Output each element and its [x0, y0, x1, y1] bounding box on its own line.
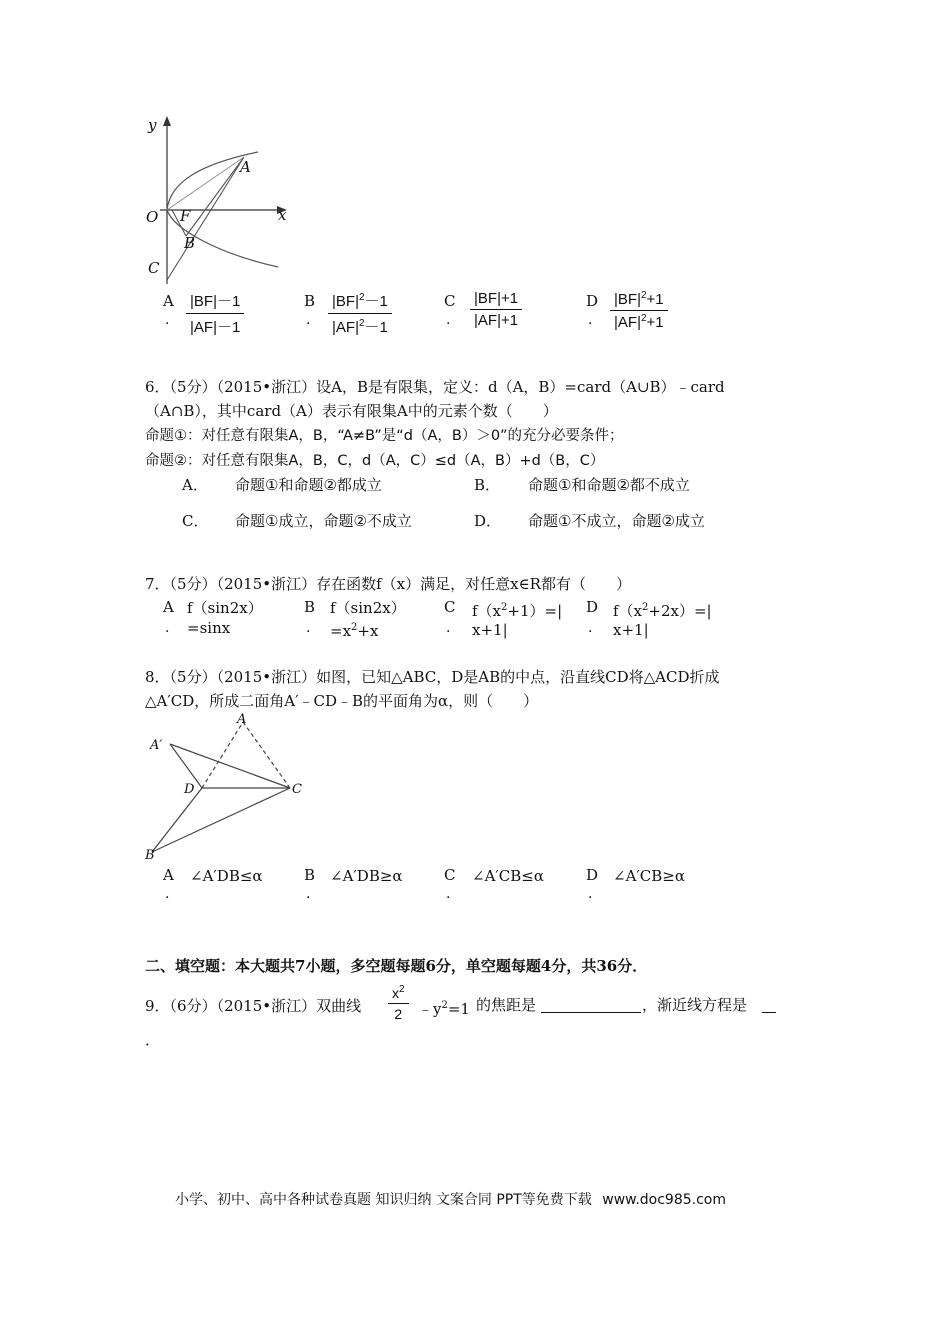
q5-option-d-fraction[interactable]: $\frac{|BF|^2+1}{|AF|^2+1}$: [610, 290, 668, 331]
q8-option-b-text[interactable]: ∠A′DB≥α: [330, 867, 403, 885]
q5-origin-label: O: [146, 208, 159, 226]
q5-option-a-dot: .: [165, 312, 170, 328]
q8-point-d-label: D: [184, 782, 195, 797]
q7-option-c-dot: .: [446, 620, 451, 636]
q5-option-d-dot: .: [588, 312, 593, 328]
q7-option-b-letter: B: [304, 598, 316, 616]
q7-option-b-line2: $=x^2+x$: [330, 622, 379, 640]
q7-option-d-letter: D: [586, 598, 599, 616]
q9-focal-blank[interactable]: [541, 1012, 641, 1013]
q6-option-c-text: 命题①成立，命题②不成立: [235, 512, 412, 530]
q5-option-b-dot: .: [306, 312, 311, 328]
q7-option-b-dot: .: [306, 620, 311, 636]
q5-option-a-fraction[interactable]: $\frac{|BF|-1}{|AF|-1}$: [186, 290, 244, 337]
q9-fraction: $\frac{x^2}{2}$: [388, 984, 409, 1022]
q6-proposition-2: 命题②：对任意有限集A，B，C，d（A，C）≤d（A，B）+d（B，C）: [145, 453, 605, 469]
q5-point-a-label: A: [240, 158, 251, 176]
q9-asymptote-blank[interactable]: [762, 1012, 776, 1013]
q7-option-d-dot: .: [588, 620, 593, 636]
q8-point-b-label: B: [145, 848, 155, 863]
q6-option-d-text: 命题①不成立，命题②成立: [528, 512, 705, 530]
q7-option-b-line1[interactable]: f（sin2x）: [330, 599, 406, 617]
q5-focus-label: F: [180, 207, 191, 225]
q8-option-a-letter: A: [163, 866, 174, 884]
q8-point-c-label: C: [292, 782, 302, 797]
q8-point-a-label: A: [237, 712, 247, 727]
q5-point-c-label: C: [148, 259, 160, 277]
q9-asymptote-label: ，渐近线方程是: [642, 996, 748, 1014]
q7-option-c-line1[interactable]: $f(x^2+1)=|$: [472, 602, 563, 620]
q8-option-d-letter: D: [586, 866, 599, 884]
q8-option-b-letter: B: [304, 866, 316, 884]
q5-point-b-label: B: [184, 234, 196, 252]
q5-option-d-letter: D: [586, 292, 599, 310]
q6-stem-line1: 6．（5分）（2015•浙江）设A，B是有限集，定义：d（A，B）=card（A∪B）﹣card: [145, 378, 725, 396]
q5-option-c-letter: C: [444, 292, 456, 310]
q8-option-c-dot: .: [446, 886, 451, 902]
q5-option-a-letter: A: [163, 292, 174, 310]
q6-option-a[interactable]: A．: [182, 476, 208, 494]
q8-stem-line2: △A′CD，所成二面角A′﹣CD﹣B的平面角为α，则（ ）: [145, 692, 539, 710]
q5-x-axis-label: x: [278, 206, 287, 224]
q7-option-d-line2: x+1|: [613, 621, 649, 639]
q5-option-b-letter: B: [304, 292, 316, 310]
q7-option-a-dot: .: [165, 620, 170, 636]
q9-focal-label: 的焦距是: [476, 996, 537, 1014]
q9-end-period: ．: [145, 1031, 161, 1049]
q6-option-a-text: 命题①和命题②都成立: [235, 476, 382, 494]
q7-stem: 7．（5分）（2015•浙江）存在函数f（x）满足，对任意x∈R都有（ ）: [145, 575, 631, 593]
q8-option-a-text[interactable]: ∠A′DB≤α: [190, 867, 263, 885]
q5-y-axis-label: y: [148, 116, 157, 134]
q6-option-b[interactable]: B．: [474, 476, 501, 494]
q5-option-b-fraction[interactable]: $\frac{|BF|^2-1}{|AF|^2-1}$: [328, 290, 392, 337]
q7-option-a-line1[interactable]: f（sin2x）: [187, 599, 263, 617]
q8-option-d-text[interactable]: ∠A′CB≥α: [613, 867, 686, 885]
q8-point-a-prime-label: A′: [150, 738, 163, 753]
q6-option-c[interactable]: C．: [182, 512, 209, 530]
q7-option-a-letter: A: [163, 598, 174, 616]
q6-option-d[interactable]: D．: [474, 512, 502, 530]
q8-option-d-dot: .: [588, 886, 593, 902]
q5-parabola-figure: [140, 112, 300, 287]
q6-proposition-1: 命题①：对任意有限集A，B，“A≠B”是“d（A，B）＞0”的充分必要条件；: [145, 428, 624, 444]
q8-stem-line1: 8．（5分）（2015•浙江）如图，已知△ABC，D是AB的中点，沿直线CD将△ACD折成: [145, 668, 720, 686]
section-2-heading: 二、填空题：本大题共7小题，多空题每题6分，单空题每题4分，共36分．: [145, 957, 648, 975]
q7-option-a-line2: =sinx: [187, 619, 231, 637]
q9-prefix: 9．（6分）（2015•浙江）双曲线: [145, 997, 362, 1015]
footer-text: 小学、初中、高中各种试卷真题 知识归纳 文案合同 PPT等免费下载 www.doc985.com: [175, 1192, 726, 1208]
q7-option-d-line1[interactable]: $f(x^2+2x)=|$: [613, 602, 712, 620]
q7-option-c-letter: C: [444, 598, 456, 616]
q8-option-c-letter: C: [444, 866, 456, 884]
q6-option-b-text: 命题①和命题②都不成立: [528, 476, 690, 494]
q5-option-c-dot: .: [446, 312, 451, 328]
q6-stem-line2: （A∩B），其中card（A）表示有限集A中的元素个数（ ）: [145, 402, 558, 420]
q8-option-a-dot: .: [165, 886, 170, 902]
footer-url[interactable]: www.doc985.com: [602, 1192, 726, 1208]
q9-expression-tail: $﹣y^2=1$: [418, 1000, 470, 1018]
q7-option-c-line2: x+1|: [472, 621, 508, 639]
q8-option-b-dot: .: [306, 886, 311, 902]
q8-option-c-text[interactable]: ∠A′CB≤α: [472, 867, 545, 885]
q5-option-c-fraction[interactable]: $\frac{|BF|+1}{|AF|+1}$: [470, 290, 522, 329]
